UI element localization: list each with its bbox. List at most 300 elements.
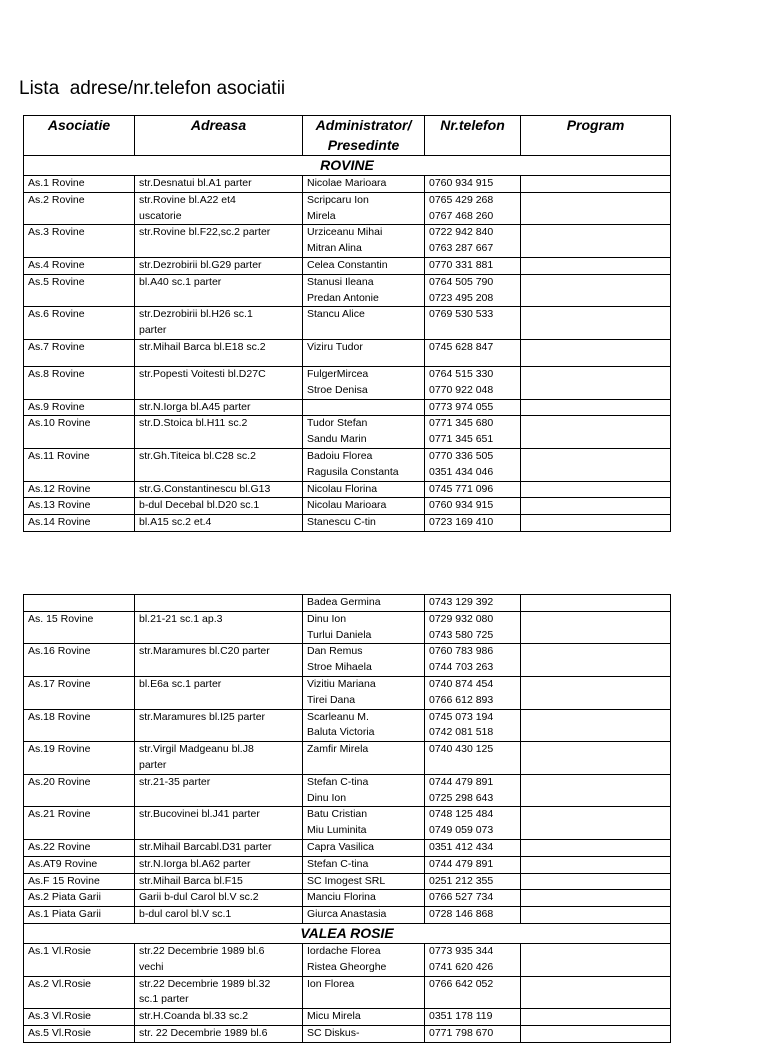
cell-administrator-line: Sandu Marin [307,433,367,446]
cell-adresa [135,890,303,907]
cell-telefon-line: 0745 073 194 [429,710,494,723]
cell-adresa-line: str.22 Decembrie 1989 bl.32 [139,977,271,990]
table-row [24,676,671,709]
cell-administrator [303,907,425,924]
section-row-rovine [24,156,671,176]
cell-telefon-line: 0749 059 073 [429,824,494,837]
cell-asociatie: As.2 Rovine [24,192,135,225]
cell-asociatie: As.4 Rovine [24,257,135,274]
cell-administrator [303,274,425,307]
table-row [24,774,671,807]
cell-program [521,274,671,307]
cell-telefon-line: 0729 932 080 [429,612,494,625]
cell-adresa [135,742,303,775]
cell-telefon-line: 0765 429 268 [429,193,494,206]
cell-administrator-line: Viziru Tudor [307,340,363,353]
table-row [24,366,671,399]
cell-asociatie: As.3 Vl.Rosie [24,1009,135,1026]
cell-adresa-line: str.N.Iorga bl.A62 parter [139,857,251,870]
cell-administrator [303,176,425,193]
cell-telefon [425,515,521,532]
table-row [24,890,671,907]
cell-administrator-line: Vizitiu Mariana [307,677,376,690]
cell-program [521,595,671,612]
cell-administrator-line: Stanusi Ileana [307,275,374,288]
cell-administrator [303,257,425,274]
table-row [24,943,671,976]
cell-administrator [303,307,425,340]
cell-administrator [303,644,425,677]
cell-asociatie: As.14 Rovine [24,515,135,532]
cell-telefon-line: 0351 434 046 [429,465,494,478]
cell-adresa [135,644,303,677]
cell-program [521,611,671,644]
cell-administrator [303,943,425,976]
cell-telefon-line: 0745 628 847 [429,340,494,353]
cell-administrator [303,448,425,481]
cell-telefon [425,709,521,742]
cell-adresa [135,192,303,225]
cell-adresa [135,943,303,976]
cell-asociatie: As.1 Piata Garii [24,907,135,924]
cell-program [521,399,671,416]
cell-telefon-line: 0767 468 260 [429,209,494,222]
cell-adresa [135,515,303,532]
cell-adresa-line: str.21-35 parter [139,775,211,788]
cell-administrator [303,1025,425,1042]
table-row [24,856,671,873]
cell-administrator [303,976,425,1009]
cell-program [521,807,671,840]
cell-telefon-line: 0251 212 355 [429,874,494,887]
cell-administrator-line: Stefan C-tina [307,775,369,788]
cell-asociatie: As.7 Rovine [24,339,135,366]
table-row [24,515,671,532]
cell-adresa-line: str.Bucovinei bl.J41 parter [139,808,260,821]
cell-adresa-line: b-dul carol bl.V sc.1 [139,908,232,921]
cell-telefon-line: 0745 771 096 [429,482,494,495]
cell-telefon [425,907,521,924]
page-title: Lista adrese/nr.telefon asociatii [19,78,286,99]
cell-adresa-line: str.D.Stoica bl.H11 sc.2 [139,417,248,430]
cell-telefon-line: 0743 580 725 [429,628,494,641]
cell-adresa [135,416,303,449]
cell-asociatie: As.3 Rovine [24,225,135,258]
cell-administrator-line: Stanescu C-tin [307,516,376,529]
cell-program [521,448,671,481]
cell-program [521,1025,671,1042]
cell-telefon [425,774,521,807]
cell-telefon [425,644,521,677]
cell-program [521,644,671,677]
cell-adresa [135,225,303,258]
cell-program [521,307,671,340]
cell-telefon [425,399,521,416]
cell-program [521,176,671,193]
cell-administrator-line: Dinu Ion [307,791,347,804]
cell-telefon [425,611,521,644]
cell-program [521,774,671,807]
cell-administrator-line: Urziceanu Mihai [307,226,383,239]
table-row [24,257,671,274]
cell-telefon-line: 0766 612 893 [429,693,494,706]
cell-telefon [425,943,521,976]
cell-adresa [135,366,303,399]
cell-telefon-line: 0723 495 208 [429,291,494,304]
cell-program [521,709,671,742]
cell-administrator [303,192,425,225]
cell-adresa [135,807,303,840]
cell-telefon-line: 0766 527 734 [429,891,494,904]
table-row [24,807,671,840]
cell-telefon-line: 0351 178 119 [429,1010,493,1023]
cell-adresa-line: str.Gh.Titeica bl.C28 sc.2 [139,449,256,462]
cell-administrator [303,595,425,612]
header-admin-line2: Presedinte [327,136,400,153]
cell-telefon [425,839,521,856]
cell-administrator-line: Stefan C-tina [307,857,369,870]
cell-administrator [303,399,425,416]
cell-telefon-line: 0351 412 434 [429,840,494,853]
cell-telefon [425,416,521,449]
cell-telefon-line: 0722 942 840 [429,226,494,239]
cell-asociatie: As.9 Rovine [24,399,135,416]
cell-adresa [135,498,303,515]
cell-administrator-line: Nicolau Marioara [307,499,387,512]
cell-administrator-line: Scripcaru Ion [307,193,369,206]
cell-administrator-line: Turlui Daniela [307,628,372,641]
cell-adresa [135,176,303,193]
header-program: Program [521,116,671,156]
cell-telefon [425,807,521,840]
cell-program [521,943,671,976]
cell-administrator-line: FulgerMircea [307,367,369,380]
cell-administrator [303,709,425,742]
cell-adresa-line: str.Mihail Barca bl.F15 [139,874,243,887]
cell-adresa-line: vechi [139,960,164,973]
cell-telefon-line: 0763 287 667 [429,242,494,255]
cell-program [521,1009,671,1026]
cell-adresa [135,709,303,742]
table-row [24,448,671,481]
cell-telefon [425,890,521,907]
table-row [24,1009,671,1026]
cell-administrator-line: Ragusila Constanta [307,465,399,478]
table-row [24,339,671,366]
cell-telefon [425,676,521,709]
cell-program [521,498,671,515]
cell-administrator [303,742,425,775]
cell-asociatie: As.2 Piata Garii [24,890,135,907]
cell-administrator-line: Zamfir Mirela [307,743,369,756]
cell-adresa [135,676,303,709]
cell-adresa-line: Garii b-dul Carol bl.V sc.2 [139,891,259,904]
cell-administrator-line: Mirela [307,209,336,222]
cell-asociatie: As.22 Rovine [24,839,135,856]
cell-adresa [135,839,303,856]
cell-adresa-line: str. 22 Decembrie 1989 bl.6 [139,1026,268,1039]
cell-adresa-line: uscatorie [139,209,182,222]
cell-telefon-line: 0748 125 484 [429,808,494,821]
header-telefon: Nr.telefon [425,116,521,156]
cell-adresa-line: str.Mihail Barca bl.E18 sc.2 [139,340,266,353]
cell-adresa [135,907,303,924]
cell-asociatie: As.17 Rovine [24,676,135,709]
cell-administrator [303,339,425,366]
cell-asociatie: As.19 Rovine [24,742,135,775]
cell-telefon [425,1025,521,1042]
table-row [24,1025,671,1042]
cell-adresa-line: str.G.Constantinescu bl.G13 [139,482,271,495]
cell-telefon-line: 0764 505 790 [429,275,494,288]
cell-program [521,742,671,775]
cell-asociatie [24,595,135,612]
cell-asociatie: As.1 Rovine [24,176,135,193]
cell-adresa [135,856,303,873]
cell-adresa-line: str.22 Decembrie 1989 bl.6 [139,944,265,957]
cell-adresa [135,774,303,807]
cell-asociatie: As.5 Rovine [24,274,135,307]
cell-telefon-line: 0771 345 651 [429,433,494,446]
cell-adresa [135,257,303,274]
cell-telefon [425,742,521,775]
cell-administrator-line: Micu Mirela [307,1010,361,1023]
cell-telefon-line: 0764 515 330 [429,367,494,380]
cell-adresa-line: parter [139,758,167,771]
cell-telefon-line: 0760 783 986 [429,645,494,658]
cell-adresa-line: str.Rovine bl.F22,sc.2 parter [139,226,271,239]
cell-administrator [303,839,425,856]
cell-adresa-line: str.Desnatui bl.A1 parter [139,177,252,189]
cell-telefon-line: 0773 935 344 [429,944,494,957]
cell-administrator-line: Dan Remus [307,645,363,658]
cell-adresa-line: str.Popesti Voitesti bl.D27C [139,367,266,380]
cell-program [521,676,671,709]
cell-asociatie: As.16 Rovine [24,644,135,677]
section-row-valea-rosie [24,923,671,943]
cell-program [521,856,671,873]
cell-adresa-line: sc.1 parter [139,993,189,1006]
cell-administrator-line: Iordache Florea [307,944,381,957]
cell-administrator-line: Baluta Victoria [307,726,375,739]
table-row [24,907,671,924]
cell-telefon-line: 0725 298 643 [429,791,494,804]
table-row [24,498,671,515]
cell-administrator-line: Celea Constantin [307,258,388,271]
associations-table-1 [23,115,671,532]
cell-program [521,976,671,1009]
cell-asociatie: As.13 Rovine [24,498,135,515]
cell-asociatie: As.6 Rovine [24,307,135,340]
cell-asociatie: As.5 Vl.Rosie [24,1025,135,1042]
cell-telefon [425,448,521,481]
cell-administrator [303,890,425,907]
header-admin-line1: Administrator/ [315,117,412,133]
cell-administrator [303,856,425,873]
cell-administrator-line: SC Diskus- [307,1026,360,1039]
cell-adresa [135,873,303,890]
cell-telefon-line: 0741 620 426 [429,960,494,973]
cell-asociatie: As.F 15 Rovine [24,873,135,890]
cell-telefon [425,257,521,274]
cell-adresa-line: str.Mihail Barcabl.D31 parter [139,840,272,853]
table-row [24,416,671,449]
cell-program [521,890,671,907]
cell-adresa-line: b-dul Decebal bl.D20 sc.1 [139,499,260,512]
table-header-row [24,116,671,156]
cell-administrator [303,611,425,644]
cell-adresa-line: str.Maramures bl.C20 parter [139,645,270,658]
cell-program [521,839,671,856]
cell-adresa [135,399,303,416]
cell-administrator-line: Batu Cristian [307,808,368,821]
cell-asociatie: As.10 Rovine [24,416,135,449]
cell-telefon-line: 0760 934 915 [429,177,494,189]
cell-asociatie: As.AT9 Rovine [24,856,135,873]
cell-adresa-line: bl.E6a sc.1 parter [139,677,222,690]
cell-administrator-line: SC Imogest SRL [307,874,386,887]
cell-adresa [135,611,303,644]
cell-adresa-line: str.Maramures bl.I25 parter [139,710,266,723]
cell-administrator-line: Stroe Denisa [307,383,368,396]
cell-telefon-line: 0728 146 868 [429,908,494,921]
cell-administrator [303,225,425,258]
cell-telefon-line: 0723 169 410 [429,516,494,529]
table-row [24,176,671,193]
cell-program [521,515,671,532]
cell-administrator-line: Stancu Alice [307,308,365,321]
table-row [24,709,671,742]
cell-telefon-line: 0766 642 052 [429,977,494,990]
table-row [24,225,671,258]
table-row [24,274,671,307]
cell-adresa [135,1025,303,1042]
cell-administrator [303,366,425,399]
table-row [24,976,671,1009]
cell-program [521,907,671,924]
cell-program [521,225,671,258]
cell-adresa [135,307,303,340]
cell-adresa [135,1009,303,1026]
cell-adresa-line: parter [139,324,167,337]
cell-asociatie: As.20 Rovine [24,774,135,807]
cell-administrator-line: Giurca Anastasia [307,908,387,921]
section-title-rovine: ROVINE [24,156,671,176]
cell-telefon [425,856,521,873]
header-asociatie: Asociatie [24,116,135,156]
cell-administrator-line: Tirei Dana [307,693,356,706]
table-row [24,307,671,340]
cell-telefon-line: 0743 129 392 [429,596,494,608]
cell-administrator-line: Badoiu Florea [307,449,373,462]
cell-telefon-line: 0740 430 125 [429,743,494,756]
cell-telefon-line: 0770 922 048 [429,383,494,396]
cell-telefon [425,873,521,890]
cell-telefon-line: 0744 479 891 [429,857,494,870]
cell-telefon-line: 0740 874 454 [429,677,494,690]
cell-administrator-line: Stroe Mihaela [307,661,372,674]
cell-adresa-line: str.N.Iorga bl.A45 parter [139,400,251,413]
cell-telefon [425,481,521,498]
cell-administrator-line: Badea Germina [307,596,381,608]
cell-asociatie: As.11 Rovine [24,448,135,481]
cell-administrator [303,873,425,890]
cell-administrator-line: Dinu Ion [307,612,347,625]
cell-telefon-line: 0769 530 533 [429,308,494,321]
cell-administrator [303,1009,425,1026]
associations-table-2 [23,594,671,1043]
cell-asociatie: As.21 Rovine [24,807,135,840]
table-row [24,192,671,225]
cell-administrator [303,481,425,498]
cell-program [521,339,671,366]
section-title-valea-rosie: VALEA ROSIE [24,923,671,943]
cell-administrator-line: Mitran Alina [307,242,362,255]
cell-program [521,873,671,890]
cell-telefon-line: 0760 934 915 [429,499,494,512]
cell-asociatie: As. 15 Rovine [24,611,135,644]
cell-telefon-line: 0744 479 891 [429,775,494,788]
cell-telefon [425,192,521,225]
table-row [24,742,671,775]
table-row [24,839,671,856]
cell-telefon [425,307,521,340]
table-row [24,644,671,677]
cell-administrator-line: Nicolau Florina [307,482,378,495]
cell-program [521,366,671,399]
cell-administrator [303,416,425,449]
cell-administrator-line: Capra Vasilica [307,840,374,853]
cell-asociatie: As.18 Rovine [24,709,135,742]
cell-administrator-line: Tudor Stefan [307,417,368,430]
cell-telefon [425,366,521,399]
table-row [24,595,671,612]
cell-adresa [135,976,303,1009]
cell-administrator [303,515,425,532]
cell-asociatie: As.2 Vl.Rosie [24,976,135,1009]
table-row [24,611,671,644]
cell-telefon [425,176,521,193]
cell-administrator-line: Scarleanu M. [307,710,369,723]
header-administrator [303,116,425,156]
cell-adresa-line: str.Dezrobirii bl.H26 sc.1 [139,308,253,321]
table-row [24,399,671,416]
header-adresa: Adreasa [135,116,303,156]
cell-telefon [425,595,521,612]
cell-telefon [425,339,521,366]
cell-telefon [425,976,521,1009]
table-row [24,481,671,498]
cell-adresa-line: str.Dezrobirii bl.G29 parter [139,258,262,271]
cell-telefon-line: 0771 798 670 [429,1026,494,1039]
cell-adresa-line: str.Rovine bl.A22 et4 [139,193,236,206]
cell-program [521,192,671,225]
cell-asociatie: As.1 Vl.Rosie [24,943,135,976]
cell-administrator-line: Manciu Florina [307,891,376,904]
cell-adresa-line: bl.21-21 sc.1 ap.3 [139,612,223,625]
cell-telefon [425,498,521,515]
cell-telefon-line: 0742 081 518 [429,726,494,739]
cell-adresa [135,481,303,498]
cell-asociatie: As.8 Rovine [24,366,135,399]
cell-administrator-line: Miu Luminita [307,824,367,837]
cell-administrator-line: Ristea Gheorghe [307,960,387,973]
cell-program [521,257,671,274]
cell-telefon-line: 0771 345 680 [429,417,494,430]
cell-administrator [303,774,425,807]
cell-telefon [425,225,521,258]
cell-telefon-line: 0773 974 055 [429,400,494,413]
